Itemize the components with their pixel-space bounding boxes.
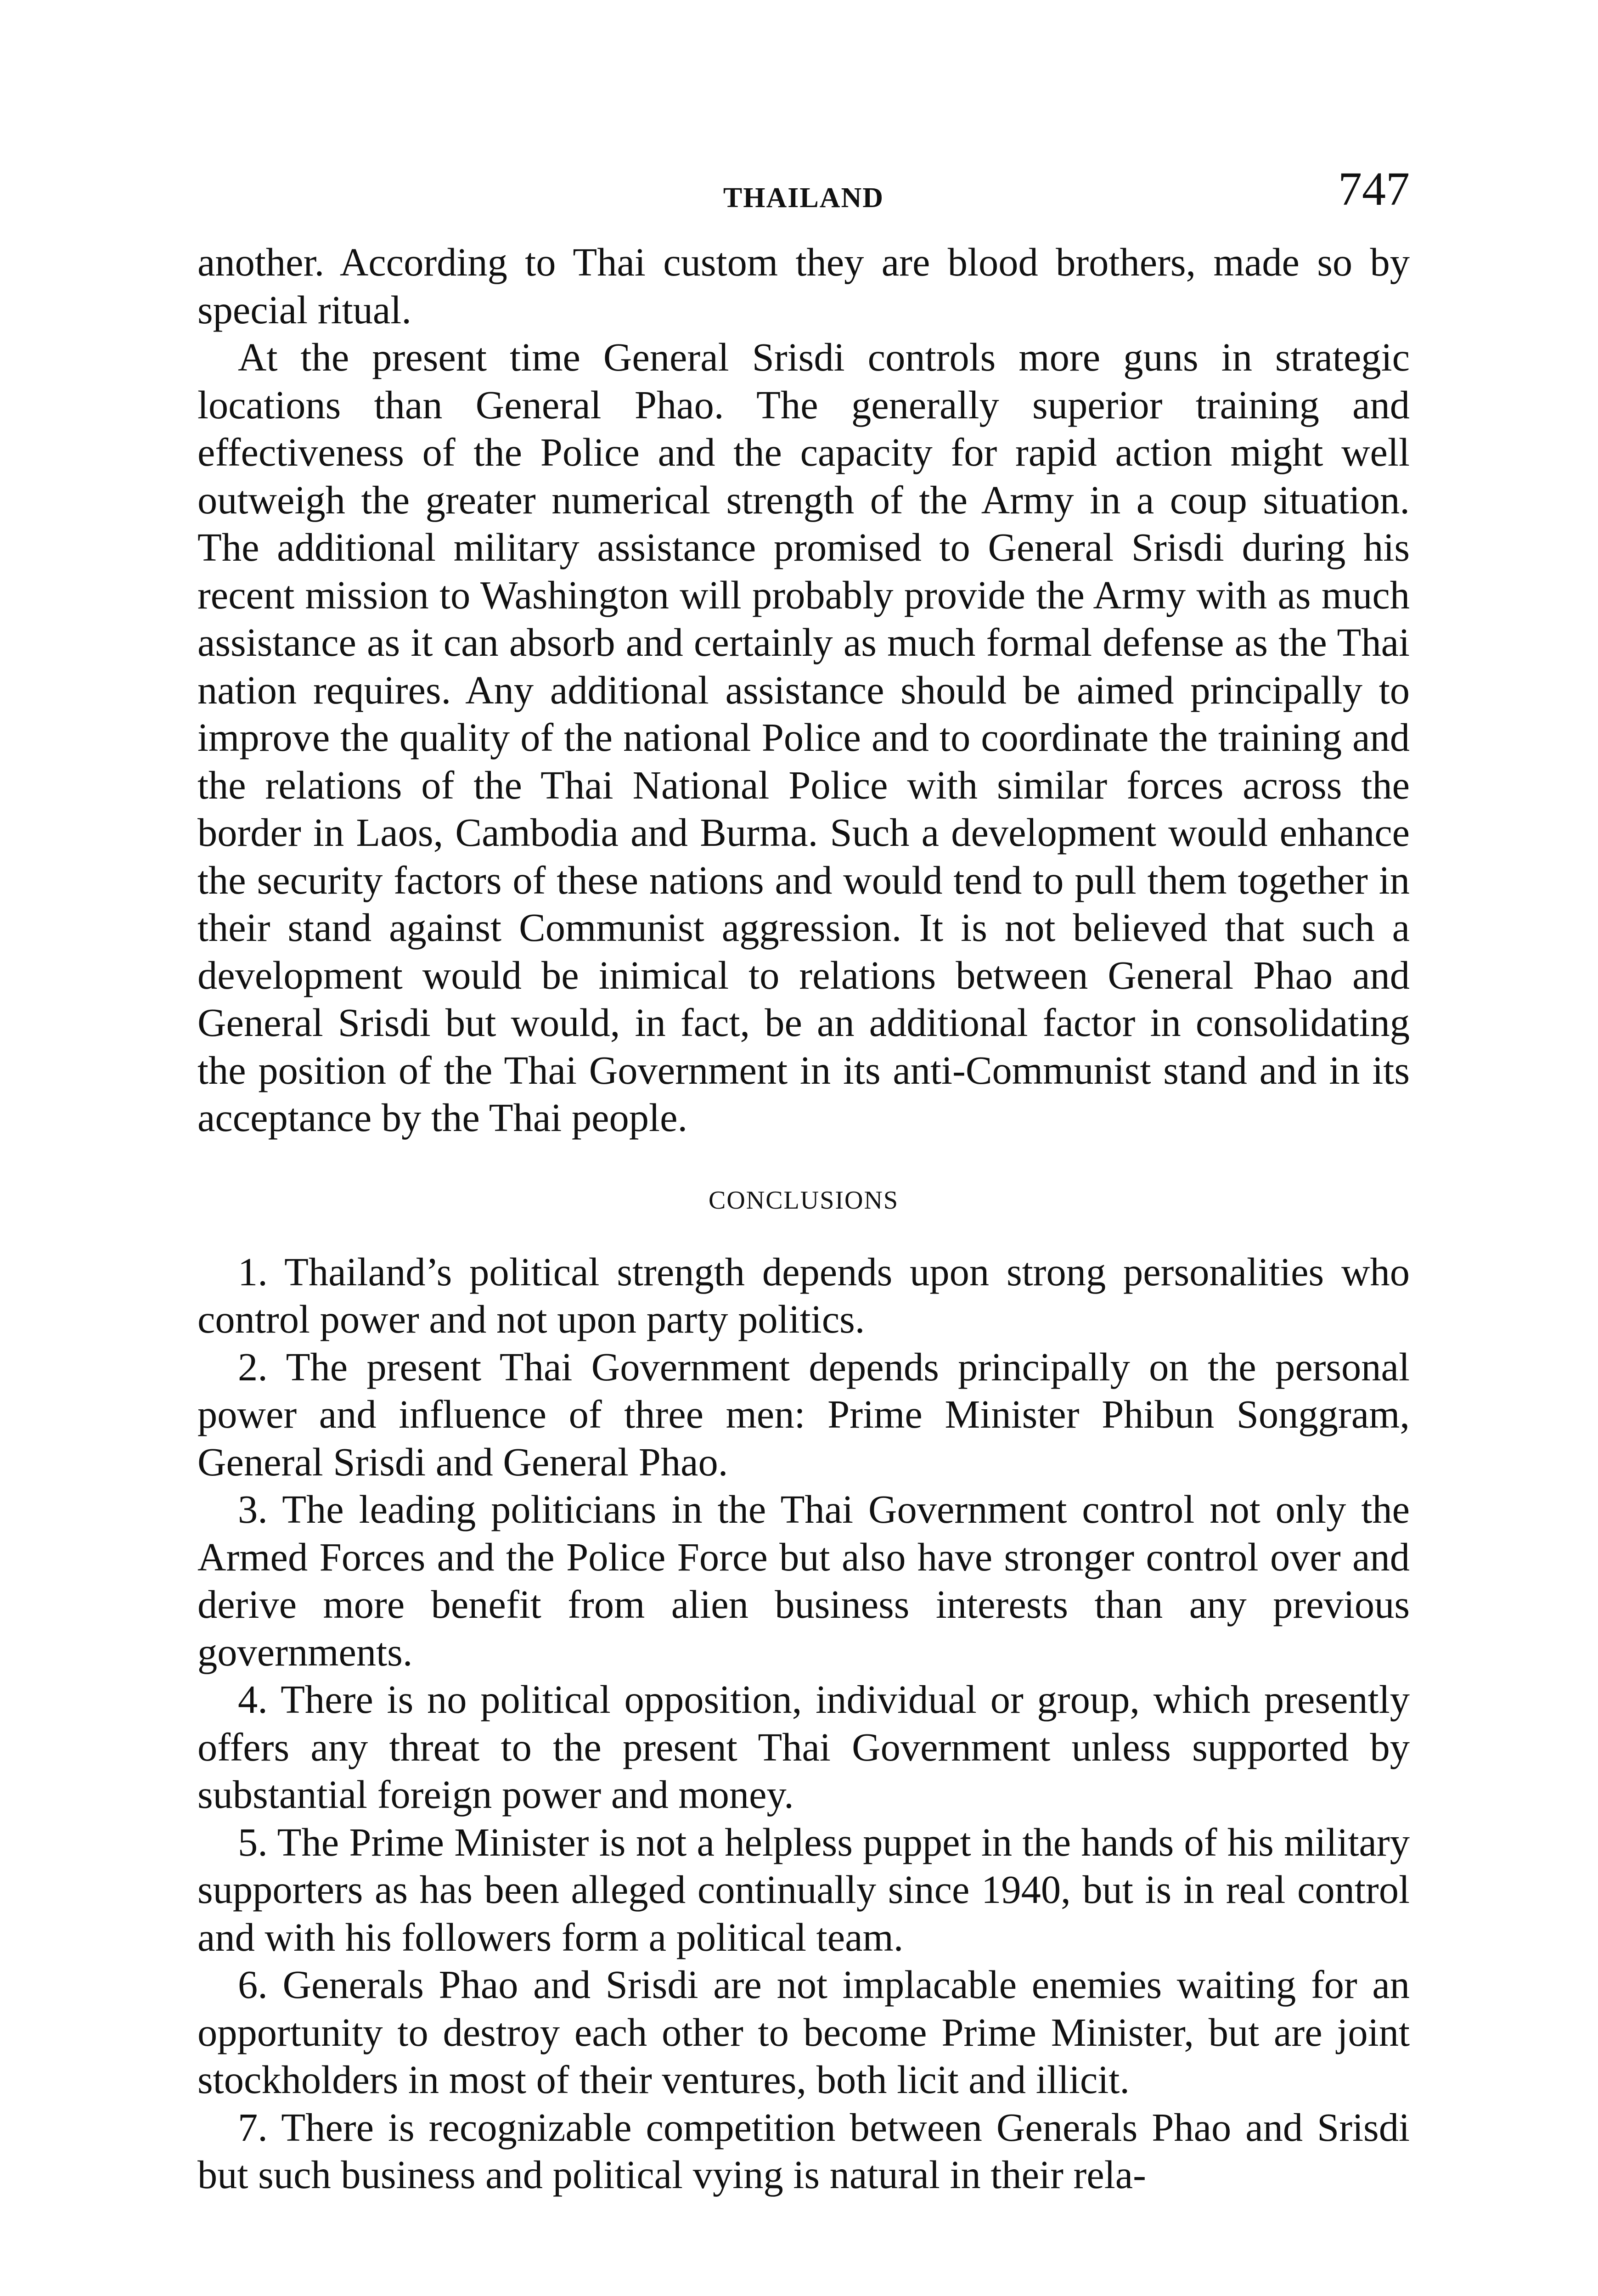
conclusion-item: 1. Thailand’s political strength depends upon strong personalities who control power and not upon party politics. <box>197 1249 1410 1341</box>
section-heading-conclusions: CONCLUSIONS <box>708 1186 899 1215</box>
page-number: 747 <box>1338 163 1410 215</box>
conclusion-item: 6. Generals Phao and Srisdi are not implacable enemies waiting for an opportunity to destroy each other to become Prime Minister, but are joint stockholders in most of their ventures, both licit and illicit. <box>197 1963 1410 2102</box>
running-header <box>197 165 1410 225</box>
conclusion-item: 5. The Prime Minister is not a helpless puppet in the hands of his military supporters as has been alleged continually since 1940, but is in real control and with his followers form a political team. <box>197 1820 1410 1959</box>
conclusion-item: 2. The present Thai Government depends principally on the personal power and influence of three men: Prime Minister Phibun Songgram, General Srisdi and General Phao. <box>197 1345 1410 1484</box>
paragraph: At the present time General Srisdi controls more guns in strategic locations than General Phao. The generally superior training and effectiveness of the Police and the capacity for rapid action might well outweigh the greater numerical strength of the Army in a coup situation. The additional military assistance promised to General Srisdi during his recent mission to Washington will probably provide the Army with as much assistance as it can absorb and certainly as much formal defense as the Thai nation requires. Any additional assistance should be aimed principally to improve the quality of the national Police and to coordinate the training and the relations of the Thai National Police with similar forces across the border in Laos, Cambodia and Burma. Such a development would enhance the security factors of these nations and would tend to pull them together in their stand against Communist aggression. It is not believed that such a development would be inimical to relations between General Phao and General Srisdi but would, in fact, be an additional factor in consolidating the position of the Thai Government in its anti-Communist stand and in its acceptance by the Thai people. <box>197 335 1410 1140</box>
paragraph-continuation: another. According to Thai custom they are blood brothers, made so by special ritual. <box>197 240 1410 332</box>
document-body <box>197 239 1410 2199</box>
conclusion-item: 4. There is no political opposition, individual or group, which presently offers any threat to the present Thai Government unless supported by substantial foreign power and money. <box>197 1677 1410 1817</box>
running-title: THAILAND <box>723 182 884 214</box>
conclusion-item: 7. There is recognizable competition between Generals Phao and Srisdi but such business and political vying is natural in their rela- <box>197 2105 1410 2197</box>
conclusion-item: 3. The leading politicians in the Thai Government control not only the Armed Forces and the Police Force but also have stronger control over and derive more benefit from alien business interests than any previous governments. <box>197 1487 1410 1674</box>
